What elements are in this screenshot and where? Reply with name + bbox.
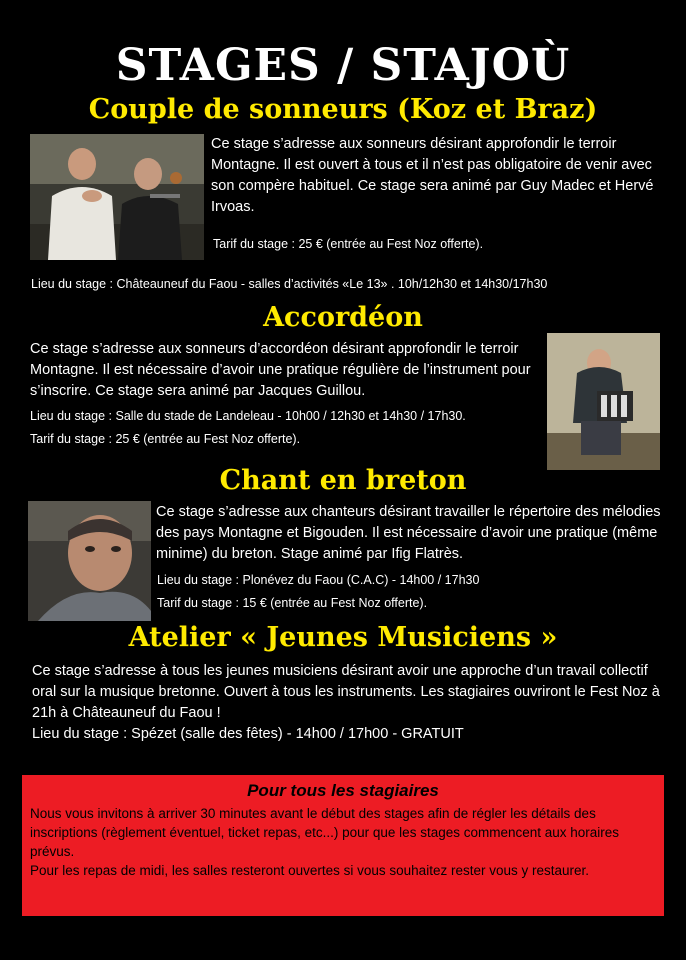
photo-sonneurs [30,134,204,260]
notice-paragraph-2: Pour les repas de midi, les salles resteront ouvertes si vous souhaitez rester vous y restaurer. [30,863,590,878]
atelier-lieu: Lieu du stage : Spézet (salle des fêtes) - 14h00 / 17h00 - GRATUIT [32,726,464,742]
accordeon-text: Ce stage s’adresse aux sonneurs d’accordéon désirant approfondir le terroir Montagne. Il est nécessaire d’avoir une pratique régulière de l’instrument pour s’inscrire. Ce stage sera animé par Jacques Guillou. [30,341,531,399]
koz-braz-text: Ce stage s’adresse aux sonneurs désirant approfondir le terroir Montagne. Il est ouvert à tous et il n’est pas obligatoire de venir avec son compère habituel. Ce stage sera animé par Guy Madec et Hervé Irvoas. [211,136,654,215]
notice-box [22,775,664,916]
accordeon-lieu: Lieu du stage : Salle du stade de Landeleau - 10h00 / 12h30 et 14h30 / 17h30. [30,409,466,423]
heading-chant: Chant en breton [219,465,467,496]
accordeon-tarif: Tarif du stage : 25 € (entrée au Fest Noz offerte). [30,432,301,446]
notice-heading: Pour tous les stagiaires [247,781,439,800]
heading-accordeon: Accordéon [263,302,423,333]
koz-braz-tarif: Tarif du stage : 25 € (entrée au Fest Noz offerte). [213,237,484,251]
photo-accordeon [547,333,660,470]
notice-paragraph-1: Nous vous invitons à arriver 30 minutes avant le début des stages afin de régler les détails des inscriptions (règlement éventuel, ticket repas, etc...) pour que les stages commencent aux horaires prévus. [30,806,620,859]
photo-chanteur [28,501,151,621]
heading-atelier: Atelier « Jeunes Musiciens » [128,622,558,653]
page-title: STAGES / STAJOÙ [115,40,571,91]
heading-koz-braz: Couple de sonneurs (Koz et Braz) [88,94,598,125]
koz-braz-lieu: Lieu du stage : Châteauneuf du Faou - salles d’activités «Le 13» . 10h/12h30 et 14h30/17h30 [31,277,548,291]
chant-text: Ce stage s’adresse aux chanteurs désirant travailler le répertoire des mélodies des pays Montagne et Bigouden. Il est nécessaire d’avoir une pratique (même minime) du breton. Stage animé par Ifig Flatrès. [156,504,661,562]
chant-tarif: Tarif du stage : 15 € (entrée au Fest Noz offerte). [157,596,428,610]
chant-lieu: Lieu du stage : Plonévez du Faou (C.A.C) - 14h00 / 17h30 [157,573,480,587]
atelier-text: Ce stage s’adresse à tous les jeunes musiciens désirant avoir une approche d’un travail collectif oral sur la musique bretonne. Ouvert à tous les instruments. Les stagiaires ouvriront le Fest Noz à 21h à Châteauneuf du Faou ! [32,663,660,721]
